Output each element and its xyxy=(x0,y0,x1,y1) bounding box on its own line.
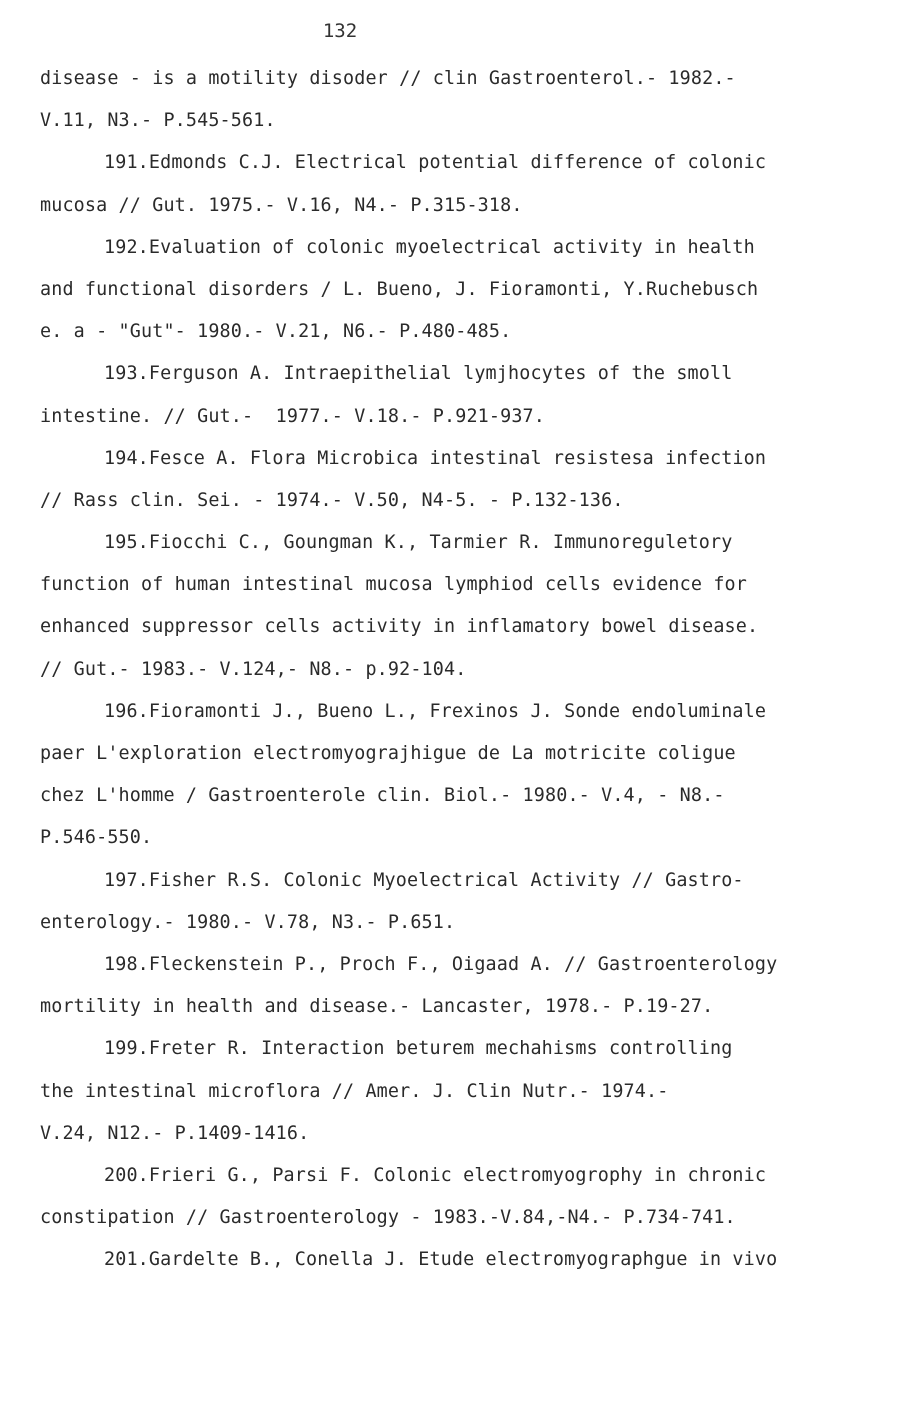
reference-entry-start: 201.Gardelte B., Conella J. Etude electromyographgue in vivo xyxy=(104,1249,778,1271)
reference-entry-start: 200.Frieri G., Parsi F. Colonic electromyogrophy in chronic xyxy=(104,1164,767,1186)
reference-entry-start: 193.Ferguson A. Intraepithelial lymjhocytes of the smoll xyxy=(104,363,733,385)
reference-entry-start: 196.Fioramonti J., Bueno L., Frexinos J. Sonde endoluminale xyxy=(104,700,767,722)
reference-text-line: V.24, N12.- P.1409-1416. xyxy=(40,1122,310,1144)
reference-entry-start: 197.Fisher R.S. Colonic Myoelectrical Activity // Gastro- xyxy=(104,869,744,891)
reference-text-line: disease - is a motility disoder // clin Gastroenterol.- 1982.- xyxy=(40,68,736,89)
reference-entry-start: 191.Edmonds C.J. Electrical potential difference of colonic xyxy=(104,152,767,174)
reference-text-line: constipation // Gastroenterology - 1983.-V.84,-N4.- P.734-741. xyxy=(40,1207,736,1229)
reference-entry-start: 192.Evaluation of colonic myoelectrical activity in health xyxy=(104,236,755,258)
reference-text-line: function of human intestinal mucosa lymphiod cells evidence for xyxy=(40,574,747,596)
reference-entry-start: 195.Fiocchi C., Goungman K., Tarmier R. Immunoreguletory xyxy=(104,532,733,554)
reference-text-line: // Rass clin. Sei. - 1974.- V.50, N4-5. - P.132-136. xyxy=(40,489,624,511)
reference-text-line: e. a - "Gut"- 1980.- V.21, N6.- P.480-485. xyxy=(40,321,512,343)
reference-text-line: paer L'exploration electromyograjhigue de La motricite coligue xyxy=(40,743,736,764)
reference-entry-start: 194.Fesce A. Flora Microbica intestinal resistesa infection xyxy=(104,447,767,469)
reference-text-line: V.11, N3.- P.545-561. xyxy=(40,110,276,132)
reference-text-line: P.546-550. xyxy=(40,827,153,849)
reference-text-line: chez L'homme / Gastroenterole clin. Biol.- 1980.- V.4, - N8.- xyxy=(40,785,725,807)
reference-list xyxy=(40,58,888,1281)
reference-text-line: // Gut.- 1983.- V.124,- N8.- p.92-104. xyxy=(40,658,467,680)
reference-text-line: mucosa // Gut. 1975.- V.16, N4.- P.315-318. xyxy=(40,194,523,216)
reference-text-line: the intestinal microflora // Amer. J. Clin Nutr.- 1974.- xyxy=(40,1080,669,1102)
page-number: 132 xyxy=(322,20,358,42)
reference-text-line: enterology.- 1980.- V.78, N3.- P.651. xyxy=(40,911,456,933)
reference-text-line: intestine. // Gut.- 1977.- V.18.- P.921-937. xyxy=(40,405,545,427)
reference-entry-start: 199.Freter R. Interaction beturem mechahisms controlling xyxy=(104,1038,733,1060)
reference-text-line: and functional disorders / L. Bueno, J. Fioramonti, Y.Ruchebusch xyxy=(40,278,759,300)
reference-entry-start: 198.Fleckenstein P., Proch F., Oigaad A. // Gastroenterology xyxy=(104,953,778,975)
reference-text-line: mortility in health and disease.- Lancaster, 1978.- P.19-27. xyxy=(40,996,714,1018)
reference-text-line: enhanced suppressor cells activity in inflamatory bowel disease. xyxy=(40,616,759,638)
